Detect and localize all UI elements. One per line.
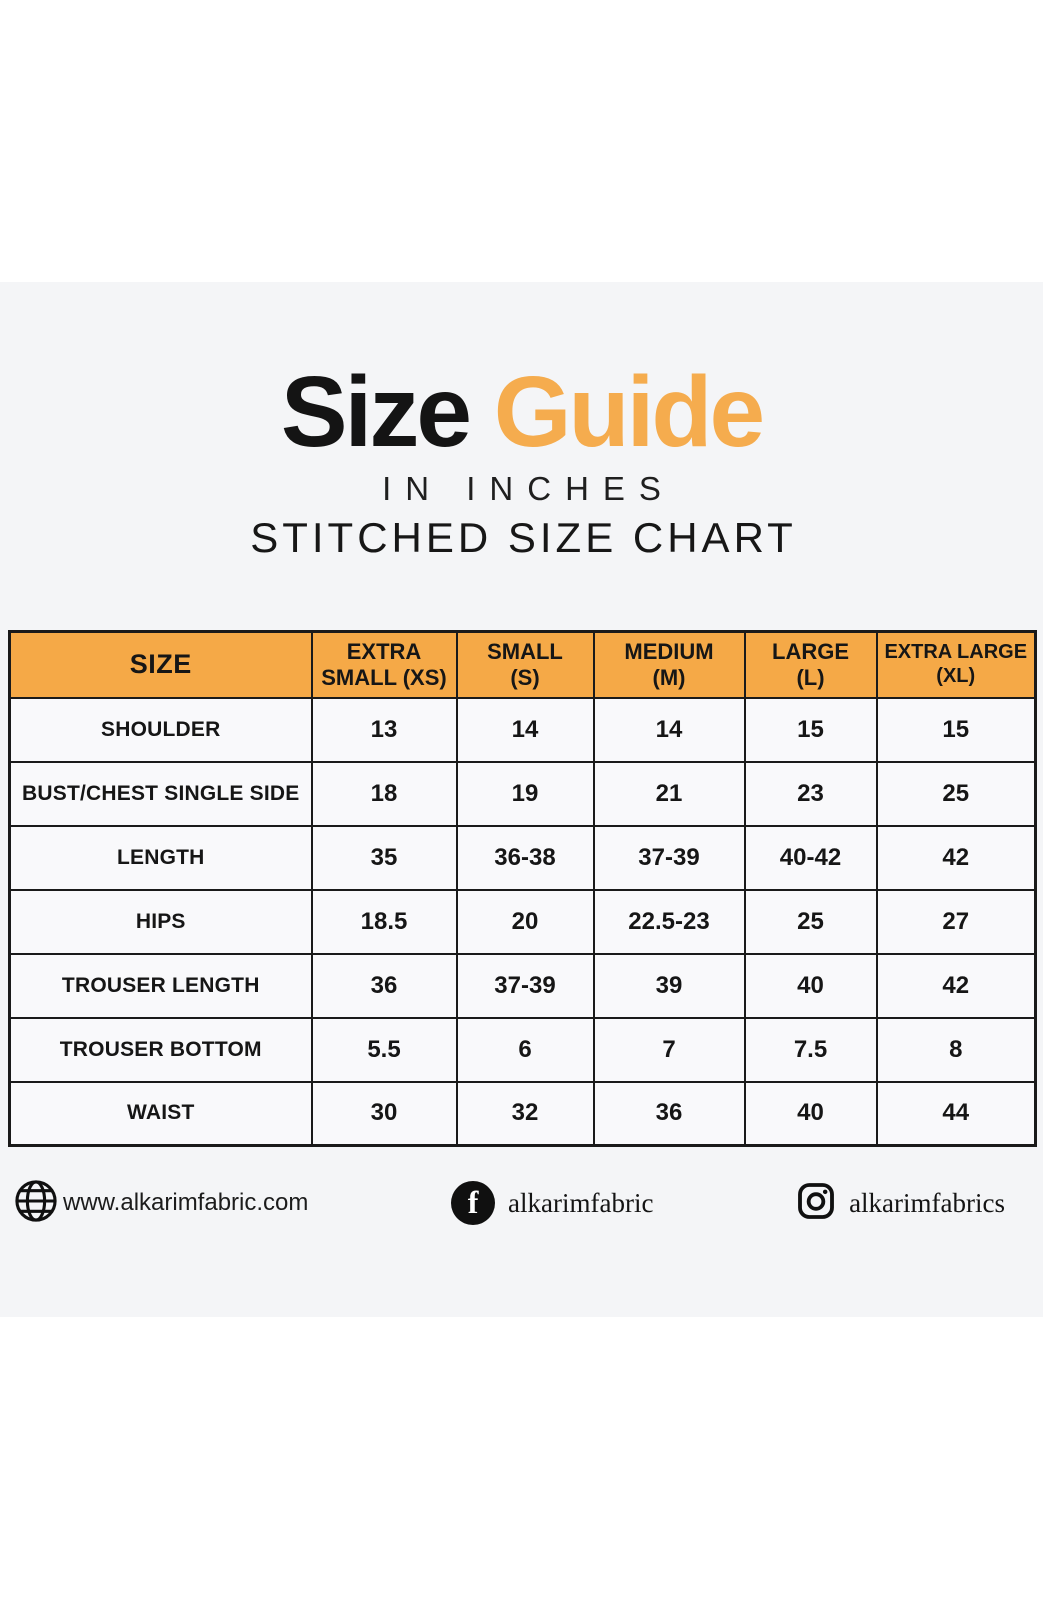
row-label: TROUSER BOTTOM <box>10 1018 312 1082</box>
cell-value: 6 <box>457 1018 594 1082</box>
cell-value: 40-42 <box>745 826 877 890</box>
footer-website <box>14 1179 308 1228</box>
table-row-hips <box>10 890 1036 954</box>
cell-value: 21 <box>594 762 745 826</box>
cell-value: 23 <box>745 762 877 826</box>
cell-value: 5.5 <box>312 1018 457 1082</box>
subtitle-stitched-size-chart: STITCHED SIZE CHART <box>250 514 797 561</box>
cell-value: 22.5-23 <box>594 890 745 954</box>
cell-value: 27 <box>877 890 1036 954</box>
row-label: TROUSER LENGTH <box>10 954 312 1018</box>
row-label: BUST/CHEST SINGLE SIDE <box>10 762 312 826</box>
cell-value: 25 <box>745 890 877 954</box>
size-chart-table <box>8 630 1037 1147</box>
footer-facebook <box>451 1181 653 1225</box>
cell-value: 42 <box>877 826 1036 890</box>
cell-value: 44 <box>877 1082 1036 1146</box>
website-url: www.alkarimfabric.com <box>63 1189 309 1216</box>
cell-value: 30 <box>312 1082 457 1146</box>
cell-value: 37-39 <box>457 954 594 1018</box>
page-title-block <box>0 356 1043 562</box>
col-header-extra-large: EXTRA LARGE (XL) <box>877 632 1036 698</box>
table-header-row <box>10 632 1036 698</box>
row-label: LENGTH <box>10 826 312 890</box>
title-word-size: Size <box>280 356 469 468</box>
cell-value: 36-38 <box>457 826 594 890</box>
col-header-size: SIZE <box>10 632 312 698</box>
row-label: HIPS <box>10 890 312 954</box>
cell-value: 20 <box>457 890 594 954</box>
table-row-shoulder <box>10 698 1036 762</box>
cell-value: 40 <box>745 1082 877 1146</box>
row-label: SHOULDER <box>10 698 312 762</box>
cell-value: 18 <box>312 762 457 826</box>
cell-value: 39 <box>594 954 745 1018</box>
page-title <box>0 356 1043 468</box>
footer <box>0 1178 1043 1228</box>
cell-value: 7.5 <box>745 1018 877 1082</box>
facebook-handle: alkarimfabric <box>508 1187 654 1218</box>
cell-value: 7 <box>594 1018 745 1082</box>
cell-value: 8 <box>877 1018 1036 1082</box>
cell-value: 42 <box>877 954 1036 1018</box>
cell-value: 13 <box>312 698 457 762</box>
table-row-trouser-length <box>10 954 1036 1018</box>
cell-value: 35 <box>312 826 457 890</box>
cell-value: 18.5 <box>312 890 457 954</box>
col-header-extra-small: EXTRA SMALL (XS) <box>312 632 457 698</box>
table-row-length <box>10 826 1036 890</box>
instagram-handle: alkarimfabrics <box>849 1187 1005 1218</box>
cell-value: 32 <box>457 1082 594 1146</box>
cell-value: 36 <box>594 1082 745 1146</box>
col-header-medium: MEDIUM (M) <box>594 632 745 698</box>
col-header-small: SMALL (S) <box>457 632 594 698</box>
cell-value: 15 <box>877 698 1036 762</box>
col-header-large: LARGE (L) <box>745 632 877 698</box>
cell-value: 14 <box>594 698 745 762</box>
table-row-bust-chest <box>10 762 1036 826</box>
cell-value: 25 <box>877 762 1036 826</box>
cell-value: 40 <box>745 954 877 1018</box>
footer-instagram <box>796 1181 1005 1226</box>
cell-value: 14 <box>457 698 594 762</box>
cell-value: 15 <box>745 698 877 762</box>
cell-value: 37-39 <box>594 826 745 890</box>
globe-icon <box>14 1179 58 1228</box>
row-label: WAIST <box>10 1082 312 1146</box>
cell-value: 36 <box>312 954 457 1018</box>
instagram-icon <box>796 1181 836 1226</box>
table-row-waist <box>10 1082 1036 1146</box>
facebook-icon: f <box>451 1181 495 1225</box>
title-word-guide: Guide <box>493 356 763 468</box>
subtitle-in-inches: IN INCHES <box>382 470 675 507</box>
cell-value: 19 <box>457 762 594 826</box>
table-row-trouser-bottom <box>10 1018 1036 1082</box>
